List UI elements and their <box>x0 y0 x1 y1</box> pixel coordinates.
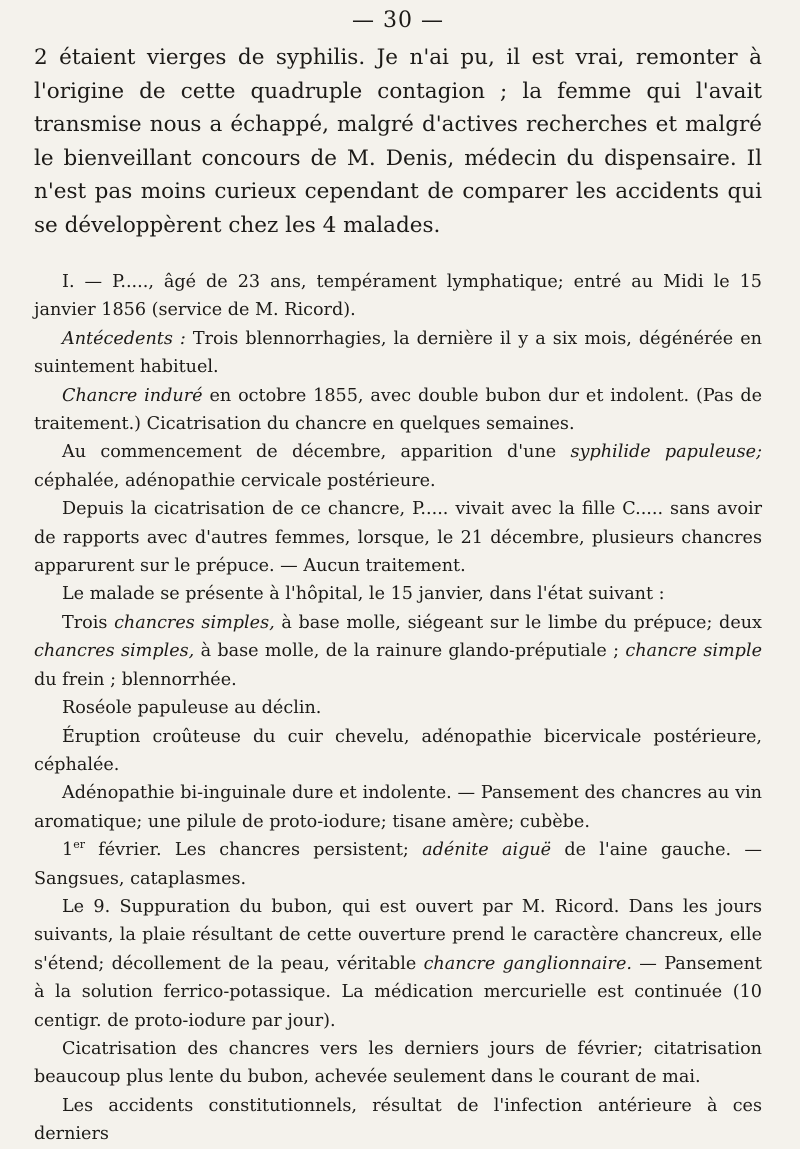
syphilide-term: syphilide papuleuse; <box>570 442 763 463</box>
chancre-indure-paragraph <box>34 382 762 439</box>
superscript: er <box>73 838 85 852</box>
page-number: — 30 — <box>352 8 444 33</box>
text-span: 1 <box>62 840 74 861</box>
text-span: — Pansement à la solution ferrico-potassique. La médication mercurielle est continuée (10 centigr. de proto-iodure par jour). <box>34 953 762 1031</box>
chancres-paragraph <box>34 609 762 694</box>
italic-term: chancre ganglionnaire. <box>423 953 632 974</box>
italic-term: adénite aiguë <box>422 840 552 861</box>
text-span: à base molle, de la rainure glando-préputiale ; <box>194 641 626 662</box>
italic-term: chancres simples, <box>34 641 195 662</box>
text-span: Trois <box>62 612 115 633</box>
text-span: du frein ; blennorrhée. <box>34 669 237 690</box>
december-paragraph <box>34 438 762 495</box>
antecedents-label: Antécedents : <box>62 328 186 349</box>
fevrier-paragraph <box>34 836 762 893</box>
case-report <box>34 268 762 1149</box>
eruption-paragraph: Éruption croûteuse du cuir chevelu, adénopathie bicervicale postérieure, céphalée. <box>34 726 762 775</box>
chancre-indure-text: en octobre 1855, avec double bubon dur et indolent. (Pas de traitement.) Cicatrisation du chancre en quelques semaines. <box>34 385 763 435</box>
case-heading: I. — P....., âgé de 23 ans, tempérament lymphatique; entré au Midi le 15 janvier 1856 (service de M. Ricord). <box>34 272 762 321</box>
italic-term: chancre simple <box>625 641 762 662</box>
text-span: céphalée, adénopathie cervicale postérieure. <box>34 470 436 491</box>
cicatrisation-final-paragraph: Cicatrisation des chancres vers les derniers jours de février; citatrisation beaucoup plus lente du bubon, achevée seulement dans le courant de mai. <box>34 1038 762 1088</box>
italic-term: chancres simples, <box>114 612 275 633</box>
text-span: février. Les chancres persistent; <box>84 840 423 861</box>
intro-text: 2 étaient vierges de syphilis. Je n'ai pu, il est vrai, remonter à l'origine de cette quadruple contagion ; la femme qui l'avait transmise nous a échappé, malgré d'actives recherches et malgré le bienveillant concours de M. Denis, médecin du dispensaire. Il n'est pas moins curieux cependant de comparer les accidents qui se développèrent chez les 4 malades. <box>34 45 762 238</box>
accidents-paragraph: Les accidents constitutionnels, résultat de l'infection antérieure à ces derniers <box>34 1095 762 1145</box>
admission-paragraph: Le malade se présente à l'hôpital, le 15 janvier, dans l'état suivant : <box>62 584 665 605</box>
text-span: Le 9. Suppuration du bubon, qui est ouvert par M. Ricord. Dans les jours suivants, la plaie résultant de cette ouverture prend le caractère chancreux, elle s'étend; décollement de la peau, véritable <box>34 896 762 974</box>
antecedents-paragraph <box>34 325 762 382</box>
antecedents-text: Trois blennorrhagies, la dernière il y a six mois, dégénérée en suintement habituel. <box>34 328 762 378</box>
text-span: de l'aine gauche. — Sangsues, cataplasmes. <box>34 840 763 889</box>
text-span: Au commencement de décembre, apparition d'une <box>62 442 571 463</box>
cicatrisation-paragraph: Depuis la cicatrisation de ce chancre, P..... vivait avec la fille C..... sans avoir de rapports avec d'autres femmes, lorsque, le 21 décembre, plusieurs chancres apparurent sur le prépuce. — Aucun traitement. <box>34 499 762 577</box>
roseole-paragraph: Roséole papuleuse au déclin. <box>62 698 322 719</box>
intro-paragraph <box>34 41 762 242</box>
chancre-indure-label: Chancre induré <box>62 385 203 406</box>
text-span: à base molle, siégeant sur le limbe du prépuce; deux <box>274 612 762 633</box>
adenopathie-paragraph: Adénopathie bi-inguinale dure et indolente. — Pansement des chancres au vin aromatique; une pilule de proto-iodure; tisane amère; cubèbe. <box>34 783 762 832</box>
suppuration-paragraph <box>34 893 762 1035</box>
